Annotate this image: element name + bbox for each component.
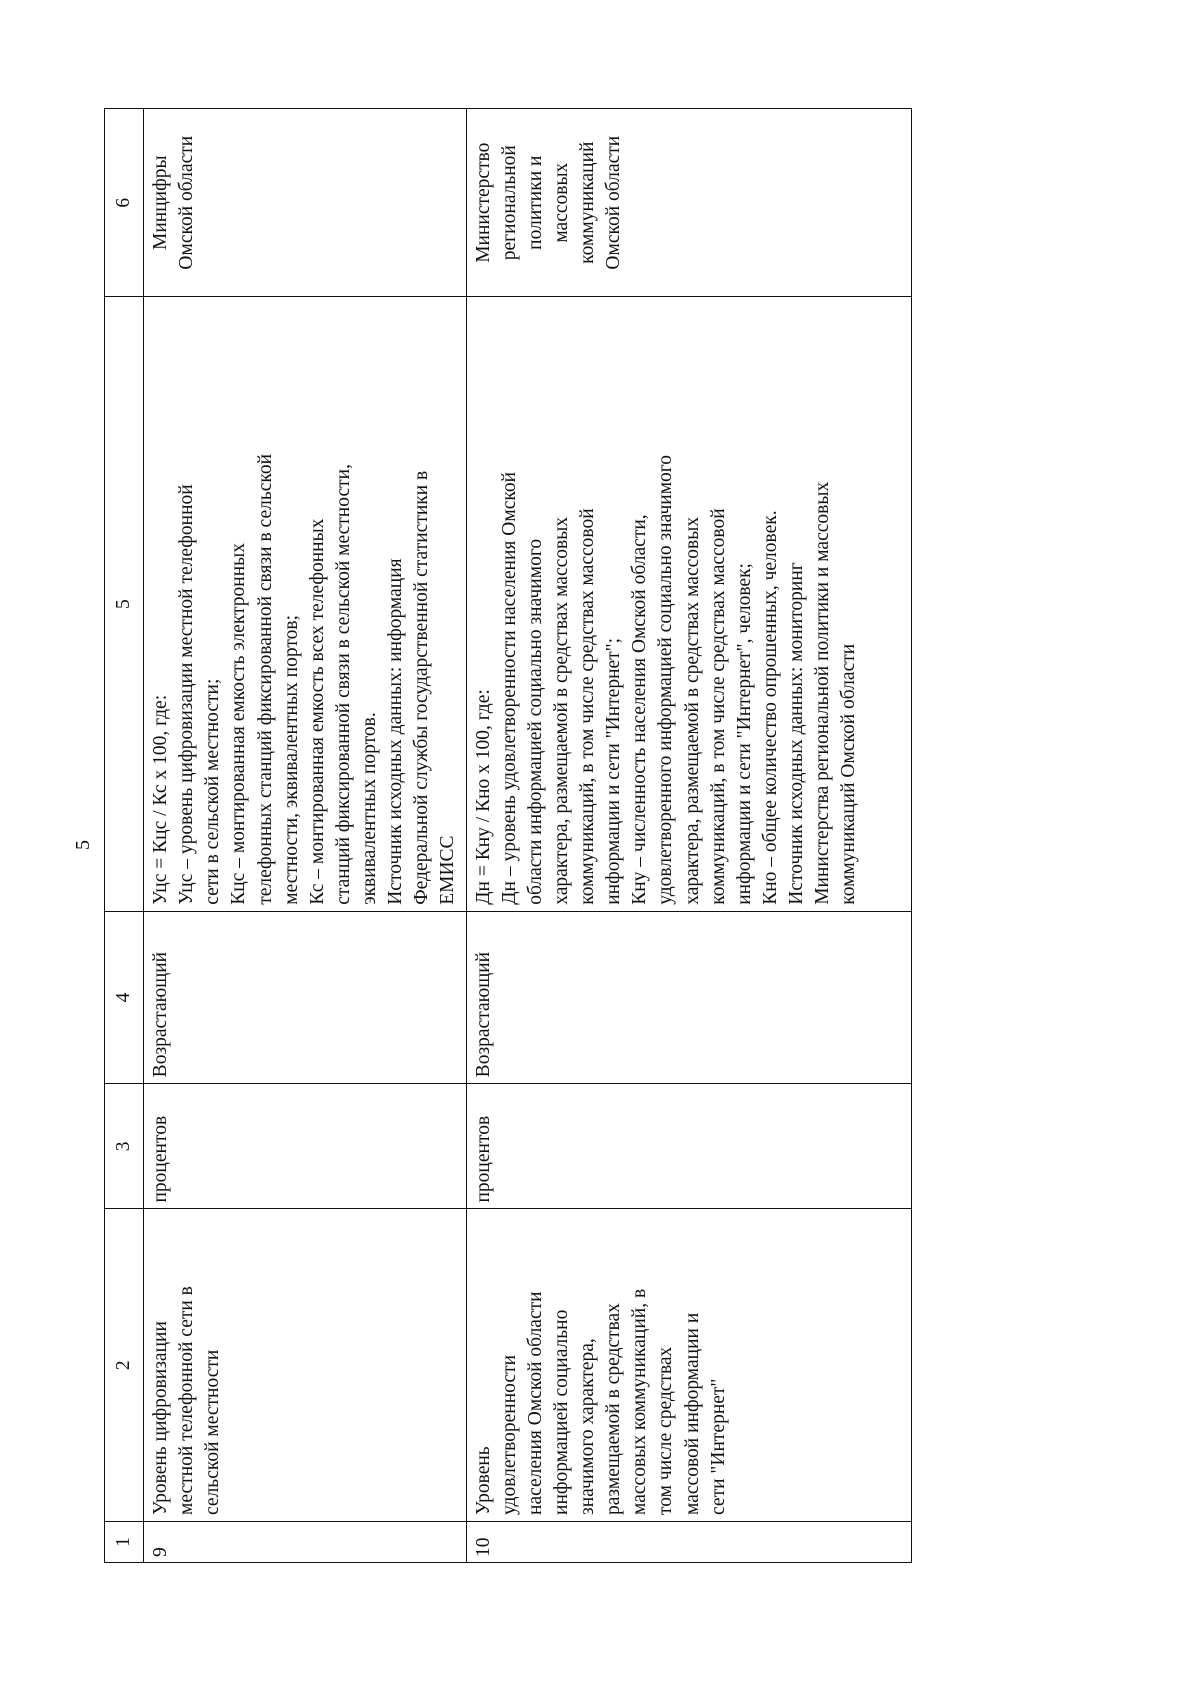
header-cell-1: 1 bbox=[105, 1521, 144, 1562]
trend-direction: Возрастающий bbox=[466, 911, 912, 1084]
text-line: том числе средствах bbox=[655, 1346, 677, 1515]
header-cell-4: 4 bbox=[105, 911, 144, 1084]
row-number: 9 bbox=[144, 1521, 467, 1562]
text-line: Дн – уровень удовлетворенности населения Омской bbox=[498, 471, 520, 905]
text-line: сети "Интернет" bbox=[707, 1378, 729, 1515]
text-line: информации и сети "Интернет"; bbox=[603, 637, 625, 905]
text-line: удовлетворенности bbox=[498, 1354, 520, 1515]
text-line: Кну – численность населения Омской области, bbox=[629, 514, 651, 905]
text-line: Источник исходных данных: информация bbox=[385, 558, 407, 905]
table-row bbox=[144, 109, 467, 1563]
text-line: Источник исходных данных: мониторинг bbox=[786, 562, 807, 905]
text-line: Омской области bbox=[176, 135, 198, 270]
text-line: Уровень цифровизации bbox=[150, 1321, 171, 1515]
text-line: удовлетворенного информацией социально значимого bbox=[655, 454, 677, 905]
unit-of-measure: процентов bbox=[466, 1084, 912, 1209]
rotated-table-inner bbox=[104, 108, 912, 1563]
text-line: ЕМИСС bbox=[437, 835, 459, 905]
indicator-name bbox=[144, 1209, 467, 1521]
text-line: информации и сети "Интернет", человек; bbox=[733, 563, 755, 905]
text-line: населения Омской области bbox=[524, 1291, 546, 1515]
table-header-row bbox=[105, 109, 144, 1563]
text-line: Кс – монтированная емкость всех телефонных bbox=[306, 518, 328, 905]
table-row bbox=[466, 109, 912, 1563]
text-line: коммуникаций, в том числе средствах массовой bbox=[707, 508, 729, 905]
row-number: 10 bbox=[466, 1521, 912, 1562]
header-cell-5: 5 bbox=[105, 297, 144, 911]
text-line: Уровень bbox=[472, 1446, 494, 1515]
text-line: сельской местности bbox=[202, 1349, 224, 1515]
text-line: Дн = Кну / Кно х 100, где: bbox=[472, 689, 494, 905]
calculation-method bbox=[466, 297, 912, 911]
text-line: региональной bbox=[498, 145, 520, 261]
text-line: Кно – общее количество опрошенных, человек. bbox=[759, 510, 781, 905]
text-line: коммуникаций Омской области bbox=[838, 643, 860, 905]
unit-of-measure: процентов bbox=[144, 1084, 467, 1209]
text-line: коммуникаций, в том числе средствах массовой bbox=[577, 508, 598, 905]
text-line: массовых bbox=[550, 162, 572, 243]
header-cell-6: 6 bbox=[105, 109, 144, 297]
text-line: характера, размещаемой в средствах массовых bbox=[550, 516, 572, 905]
text-line: значимого характера, bbox=[577, 1338, 598, 1515]
text-line: политики и bbox=[524, 155, 546, 250]
text-line: характера, размещаемой в средствах массовых bbox=[681, 516, 703, 905]
header-cell-2: 2 bbox=[105, 1209, 144, 1521]
text-line: Уцс = Кцс / Кс х 100, где: bbox=[150, 694, 171, 905]
indicators-table bbox=[104, 108, 912, 1563]
text-line: Министерства региональной политики и массовых bbox=[812, 481, 834, 905]
text-line: станций фиксированной связи в сельской местности, bbox=[332, 464, 354, 905]
page-number: 5 bbox=[72, 840, 94, 850]
text-line: размещаемой в средствах bbox=[603, 1303, 625, 1515]
text-line: Кцс – монтированная емкость электронных bbox=[228, 542, 250, 905]
responsible-body bbox=[466, 109, 912, 297]
text-line: коммуникаций bbox=[577, 141, 598, 264]
text-line: местности, эквивалентных портов; bbox=[280, 615, 302, 905]
responsible-body bbox=[144, 109, 467, 297]
text-line: Минцифры bbox=[150, 155, 171, 250]
text-line: Омской области bbox=[603, 135, 625, 270]
rotated-table-container bbox=[104, 108, 912, 1563]
header-cell-3: 3 bbox=[105, 1084, 144, 1209]
text-line: Федеральной службы государственной статистики в bbox=[411, 470, 433, 905]
text-line: сети в сельской местности; bbox=[202, 678, 224, 905]
text-line: телефонных станций фиксированной связи в сельской bbox=[254, 453, 276, 905]
trend-direction: Возрастающий bbox=[144, 911, 467, 1084]
text-line: массовых коммуникаций, в bbox=[629, 1288, 651, 1515]
calculation-method bbox=[144, 297, 467, 911]
text-line: массовой информации и bbox=[681, 1312, 703, 1515]
text-line: эквивалентных портов. bbox=[359, 712, 380, 905]
text-line: информацией социально bbox=[550, 1309, 572, 1515]
text-line: местной телефонной сети в bbox=[176, 1286, 198, 1515]
text-line: Министерство bbox=[472, 142, 494, 263]
text-line: Уцс – уровень цифровизации местной телефонной bbox=[176, 484, 198, 905]
text-line: области информацией социально значимого bbox=[524, 538, 546, 905]
indicator-name bbox=[466, 1209, 912, 1521]
